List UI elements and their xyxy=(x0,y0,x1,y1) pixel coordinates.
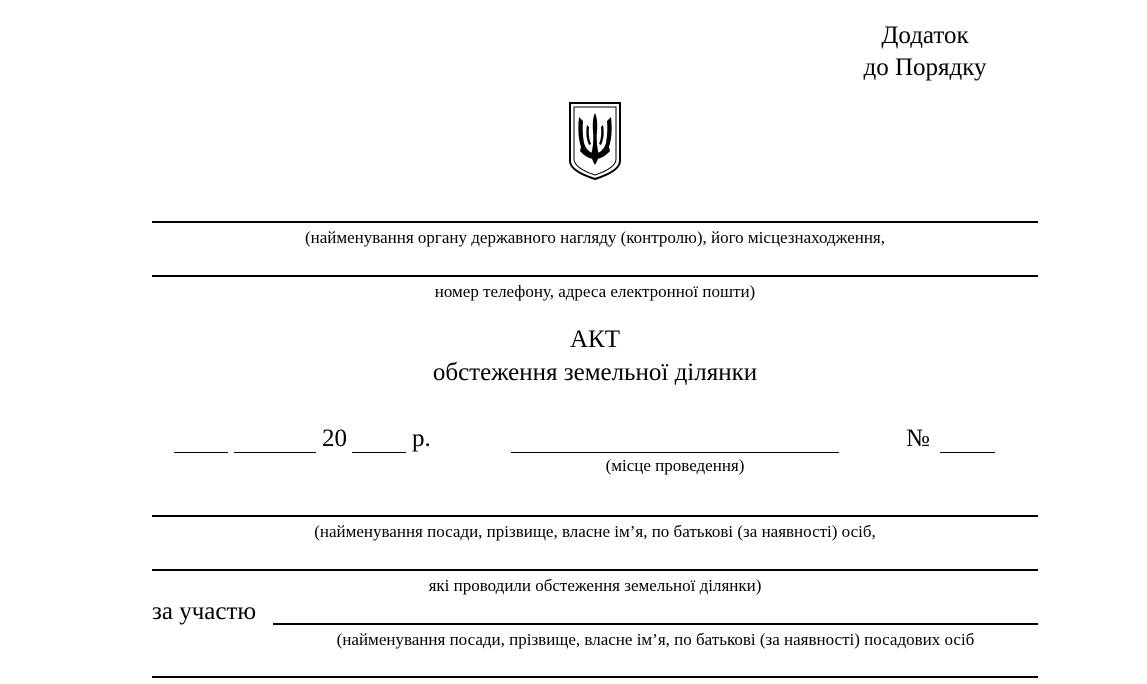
trident-icon xyxy=(567,101,623,181)
inspectors-line-2[interactable] xyxy=(152,569,1038,571)
participants-line-2[interactable] xyxy=(152,676,1038,678)
inspectors-caption-1: (найменування посади, прізвище, власне ім’я, по батькові (за наявності) осіб, xyxy=(314,522,876,541)
document-title: АКТ xyxy=(570,326,620,353)
participants-field[interactable] xyxy=(273,623,1038,625)
annex-label: Додаток xyxy=(881,22,969,49)
authority-caption-1: (найменування органу державного нагляду (контролю), його місцезнаходження, xyxy=(304,228,886,247)
place-caption: (місце проведення) xyxy=(605,456,745,475)
number-sign: № xyxy=(906,425,930,452)
date-month-field[interactable] xyxy=(234,452,316,453)
annex-reference: до Порядку xyxy=(863,54,987,81)
participants-caption: (найменування посади, прізвище, власне ім’я, по батькові (за наявності) посадових осіб xyxy=(336,630,975,649)
authority-caption-2: номер телефону, адреса електронної пошти) xyxy=(434,282,756,301)
authority-line-1[interactable] xyxy=(152,221,1038,223)
place-field[interactable] xyxy=(511,452,839,453)
inspectors-line-1[interactable] xyxy=(152,515,1038,517)
act-number-field[interactable] xyxy=(940,452,995,453)
participation-label: за участю xyxy=(152,598,257,625)
date-day-field[interactable] xyxy=(174,452,228,453)
authority-line-2[interactable] xyxy=(152,275,1038,277)
date-year-prefix: 20 xyxy=(322,425,347,452)
date-year-field[interactable] xyxy=(352,452,406,453)
date-year-suffix: р. xyxy=(412,425,431,452)
inspectors-caption-2: які проводили обстеження земельної ділянки) xyxy=(428,576,762,595)
coat-of-arms-emblem xyxy=(567,101,623,181)
document-subtitle: обстеження земельної ділянки xyxy=(432,359,758,386)
